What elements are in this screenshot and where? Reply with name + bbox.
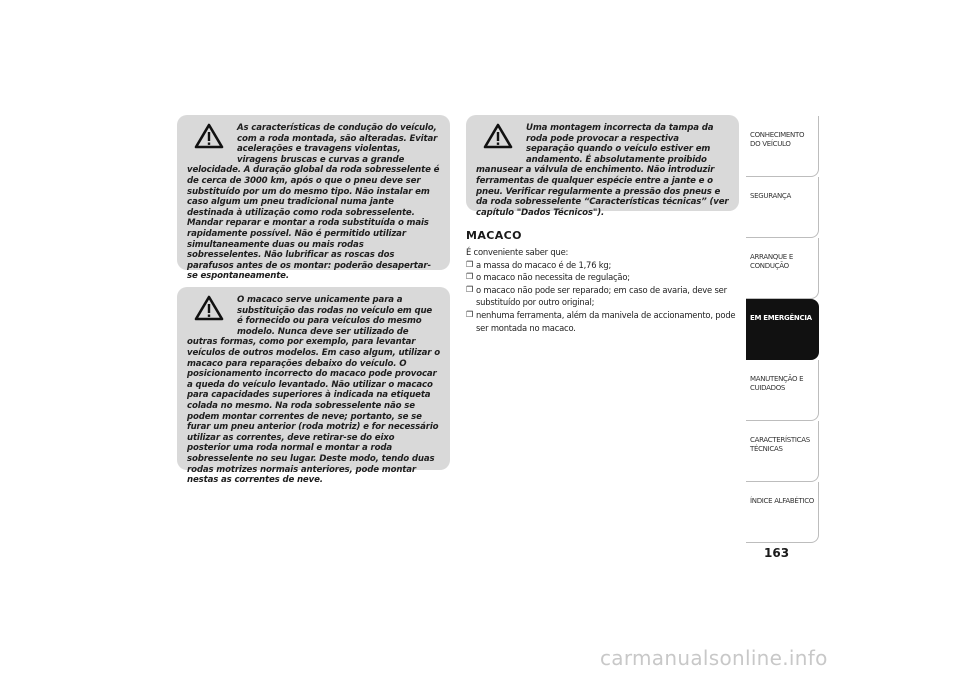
section-body bbox=[466, 246, 744, 334]
nav-tab-caracteristicas[interactable]: CARACTERÍSTICAS TÉCNICAS bbox=[746, 421, 819, 482]
warning-triangle-icon bbox=[187, 295, 231, 329]
warning-triangle-icon bbox=[187, 123, 231, 157]
nav-tab-manutencao[interactable]: MANUTENÇÃO E CUIDADOS bbox=[746, 360, 819, 421]
watermark: carmanualsonline.info bbox=[600, 646, 828, 670]
page-number: 163 bbox=[764, 546, 790, 560]
chapter-nav bbox=[746, 116, 819, 543]
checkbox-bullet-icon: ❒ bbox=[466, 259, 473, 269]
list-item: ❒ o macaco não pode ser reparado; em caso de avaria, deve ser substituído por outro original; bbox=[466, 284, 727, 308]
warning-box-tire-handling bbox=[177, 115, 450, 282]
nav-tab-emergencia[interactable]: EM EMERGÊNCIA bbox=[746, 299, 819, 360]
checkbox-bullet-icon: ❒ bbox=[466, 309, 473, 319]
list-item: ❒ o macaco não necessita de regulação; bbox=[466, 272, 630, 283]
checkbox-bullet-icon: ❒ bbox=[466, 272, 473, 282]
nav-tab-conhecimento[interactable]: CONHECIMENTO DO VEÍCULO bbox=[746, 116, 819, 177]
warning-box-wheel-cover bbox=[466, 115, 739, 218]
warning-box-jack-usage bbox=[177, 287, 450, 486]
nav-tab-seguranca[interactable]: SEGURANÇA bbox=[746, 177, 819, 238]
section-intro: É conveniente saber que: bbox=[466, 247, 569, 257]
nav-tab-arranque[interactable]: ARRANQUE E CONDUÇÃO bbox=[746, 238, 819, 299]
bullet-list bbox=[466, 259, 744, 335]
list-item: ❒ a massa do macaco é de 1,76 kg; bbox=[466, 259, 612, 270]
checkbox-bullet-icon: ❒ bbox=[466, 284, 473, 294]
warning-text: O macaco serve unicamente para a substituição das rodas no veículo em que é fornecido ou para veículos do mesmo modelo. Nunca deve ser utilizado de outras formas, como por exemplo, para levantar veículos de outros modelos. Em caso algum, utilizar o macaco para reparações debaixo do veículo. O posicionamento incorrecto do macaco pode provocar a queda do veículo levantado. Não utilizar o macaco para capacidades superiores à indicada na etiqueta colada no mesmo. Na roda sobresselente não se podem montar correntes de neve; portanto, se se furar um pneu anterior (roda motriz) e for necessário utilizar as correntes, deve retirar-se do eixo posterior uma roda normal e montar a roda sobresselente no seu lugar. Deste modo, tendo duas rodas motrizes normais anteriores, pode montar nestas as correntes de neve. bbox=[187, 295, 440, 486]
warning-text: As características de condução do veículo, com a roda montada, são alteradas. Evitar acelerações e travagens violentas, viragens bruscas e curvas a grande velocidade. A duração global da roda sobresselente é de cerca de 3000 km, após o que o pneu deve ser substituído por um do mesmo tipo. Não instalar em caso algum um pneu tradicional numa jante destinada à utilização como roda sobresselente. Mandar reparar e montar a roda substituída o mais rapidamente possível. Não é permitido utilizar simultaneamente duas ou mais rodas sobresselentes. Não lubrificar as roscas dos parafusos antes de os montar: poderão desapertar-se espontaneamente. bbox=[187, 123, 440, 282]
warning-text: Uma montagem incorrecta da tampa da roda pode provocar a respectiva separação quando o veículo estiver em andamento. É absolutamente proibido manusear a válvula de enchimento. Não introduzir ferramentas de qualquer espécie entre a jante e o pneu. Verificar regularmente a pressão dos pneus e da roda sobresselente “Características técnicas” (ver capítulo "Dados Técnicos"). bbox=[476, 123, 729, 218]
section-title: MACACO bbox=[466, 229, 522, 242]
nav-tab-indice[interactable]: ÍNDICE ALFABÉTICO bbox=[746, 482, 819, 543]
warning-triangle-icon bbox=[476, 123, 520, 157]
list-item: ❒ nenhuma ferramenta, além da manivela de accionamento, pode ser montada no macaco. bbox=[466, 309, 736, 333]
